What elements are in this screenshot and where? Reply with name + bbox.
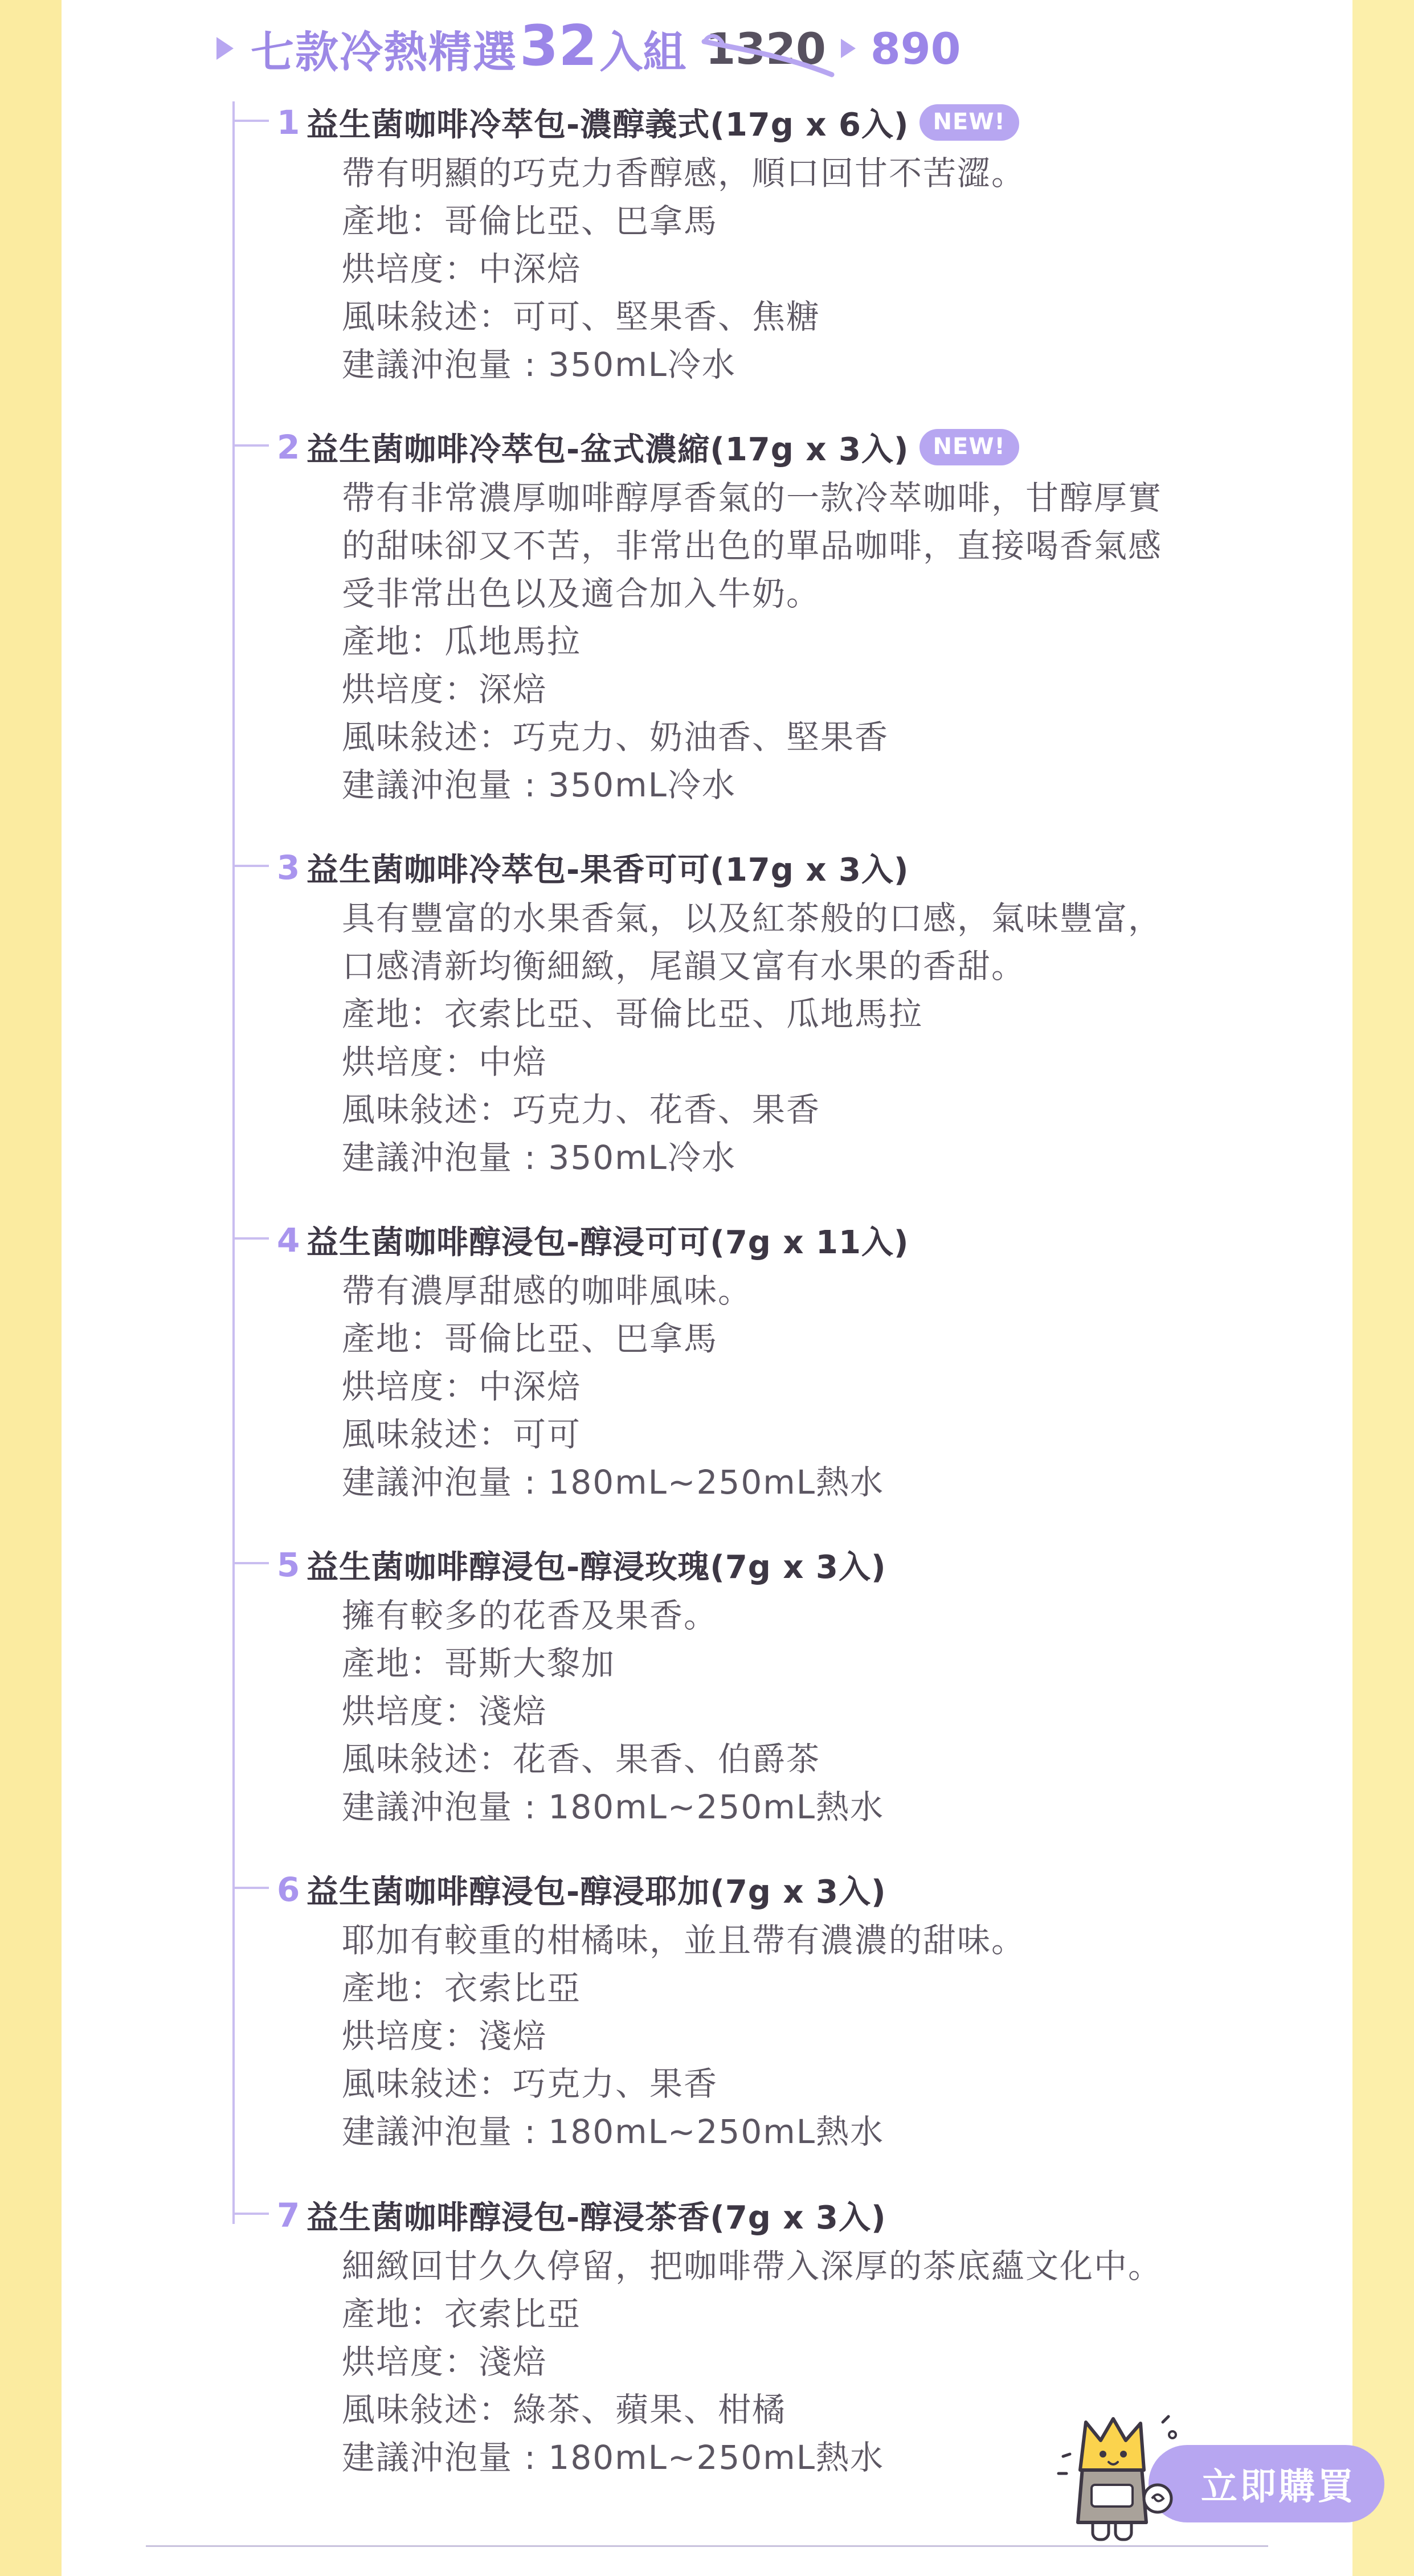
product-brew-amount: 建議沖泡量 : 180mL~250mL熱水 (342, 2438, 885, 2477)
product-number: 7 (277, 2196, 300, 2235)
product-brew-amount: 建議沖泡量 : 180mL~250mL熱水 (342, 1788, 885, 1826)
product-origin: 產地：衣索比亞、哥倫比亞、瓜地馬拉 (342, 995, 923, 1033)
new-badge: NEW! (919, 104, 1019, 141)
product-number: 2 (277, 428, 300, 467)
tree-branch (232, 120, 269, 122)
product-title (277, 1215, 909, 1266)
product-name: 益生菌咖啡冷萃包-果香可可(17g x 3入) (306, 852, 909, 889)
tree-branch (232, 1562, 269, 1564)
product-flavor: 風味敍述：可可、堅果香、焦糖 (342, 297, 821, 336)
product-origin: 產地：哥倫比亞、巴拿馬 (342, 1319, 718, 1358)
arrow-right-icon (841, 39, 856, 58)
product-origin: 產地：哥倫比亞、巴拿馬 (342, 202, 718, 240)
set-count: 32 (520, 14, 598, 79)
product-title (277, 842, 909, 893)
play-triangle-icon (216, 37, 234, 60)
product-brew-amount: 建議沖泡量 : 350mL冷水 (342, 766, 736, 804)
product-description: 細緻回甘久久停留，把咖啡帶入深厚的茶底蘊文化中。 (342, 2247, 1163, 2285)
product-title (277, 1539, 886, 1590)
product-roast: 烘培度：淺焙 (342, 2017, 547, 2055)
product-origin: 產地：衣索比亞 (342, 1969, 582, 2007)
strikethrough-mark (697, 20, 840, 83)
buy-now-label: 立即購買 (1201, 2466, 1356, 2508)
product-title (277, 1864, 886, 1915)
product-name: 益生菌咖啡醇浸包-醇浸可可(7g x 11入) (306, 1224, 909, 1261)
product-number: 5 (277, 1545, 300, 1584)
product-roast: 烘培度：深焙 (342, 670, 547, 709)
product-description: 的甜味卻又不苦，非常出色的單品咖啡，直接喝香氣感 (342, 526, 1163, 565)
product-flavor: 風味敍述：巧克力、奶油香、堅果香 (342, 718, 889, 757)
product-roast: 烘培度：淺焙 (342, 1692, 547, 1731)
product-details (342, 474, 1231, 809)
product-number: 4 (277, 1221, 300, 1260)
new-badge: NEW! (919, 429, 1019, 465)
product-number: 6 (277, 1870, 300, 1909)
product-description: 口感清新均衡細緻，尾韻又富有水果的香甜。 (342, 947, 1026, 986)
product-flavor: 風味敍述：巧克力、果香 (342, 2064, 718, 2103)
product-flavor: 風味敍述：綠茶、蘋果、柑橘 (342, 2390, 787, 2429)
tree-branch (232, 1237, 269, 1240)
product-roast: 烘培度：淺焙 (342, 2342, 547, 2381)
set-title: 七款冷熱精選 (251, 26, 517, 77)
product-description: 帶有非常濃厚咖啡醇厚香氣的一款冷萃咖啡，甘醇厚實 (342, 479, 1163, 517)
product-details (342, 894, 1231, 1181)
product-number: 3 (277, 848, 300, 887)
tree-connector (232, 101, 235, 2224)
product-description: 受非常出色以及適合加入牛奶。 (342, 574, 821, 613)
left-yellow-margin (0, 0, 62, 2576)
product-details (342, 1267, 1231, 1506)
product-name: 益生菌咖啡醇浸包-醇浸茶香(7g x 3入) (306, 2199, 886, 2236)
product-flavor: 風味敍述：巧克力、花香、果香 (342, 1090, 821, 1129)
product-details (342, 1916, 1231, 2156)
product-origin: 產地：瓜地馬拉 (342, 622, 582, 661)
tree-branch (232, 444, 269, 447)
product-brew-amount: 建議沖泡量 : 180mL~250mL熱水 (342, 2112, 885, 2151)
tree-branch (232, 865, 269, 867)
product-roast: 烘培度：中焙 (342, 1042, 547, 1081)
tree-branch (232, 1887, 269, 1889)
product-brew-amount: 建議沖泡量 : 350mL冷水 (342, 1138, 736, 1177)
product-description: 具有豐富的水果香氣，以及紅茶般的口感，氣味豐富， (342, 899, 1163, 938)
set-header (216, 14, 961, 80)
product-name: 益生菌咖啡冷萃包-盆式濃縮(17g x 3入) (306, 431, 909, 468)
product-roast: 烘培度：中深焙 (342, 1367, 582, 1406)
product-origin: 產地：哥斯大黎加 (342, 1644, 616, 1683)
product-title (277, 422, 1019, 473)
product-description: 帶有濃厚甜感的咖啡風味。 (342, 1271, 753, 1310)
product-brew-amount: 建議沖泡量 : 180mL~250mL熱水 (342, 1463, 885, 1502)
right-yellow-margin (1352, 0, 1414, 2576)
product-description: 耶加有較重的柑橘味，並且帶有濃濃的甜味。 (342, 1921, 1026, 1960)
product-flavor: 風味敍述：花香、果香、伯爵茶 (342, 1740, 821, 1778)
tree-branch (232, 2213, 269, 2215)
product-number: 1 (277, 103, 300, 142)
original-price-value: 1320 (705, 23, 826, 74)
product-name: 益生菌咖啡醇浸包-醇浸玫瑰(7g x 3入) (306, 1549, 886, 1586)
product-roast: 烘培度：中深焙 (342, 250, 582, 288)
sale-price: 890 (870, 23, 961, 74)
product-name: 益生菌咖啡冷萃包-濃醇義式(17g x 6入) (306, 107, 909, 144)
mascot-icon (1046, 2405, 1194, 2548)
product-title (277, 2190, 886, 2241)
product-details (342, 149, 1231, 389)
product-title (277, 97, 1019, 148)
set-unit: 入組 (599, 26, 686, 77)
product-origin: 產地：衣索比亞 (342, 2295, 582, 2333)
product-name: 益生菌咖啡醇浸包-醇浸耶加(7g x 3入) (306, 1874, 886, 1911)
product-brew-amount: 建議沖泡量 : 350mL冷水 (342, 345, 736, 384)
product-description: 帶有明顯的巧克力香醇感，順口回甘不苦澀。 (342, 154, 1026, 193)
product-description: 擁有較多的花香及果香。 (342, 1596, 718, 1635)
product-flavor: 風味敍述：可可 (342, 1415, 582, 1454)
product-details (342, 1592, 1231, 1831)
original-price (705, 23, 826, 74)
